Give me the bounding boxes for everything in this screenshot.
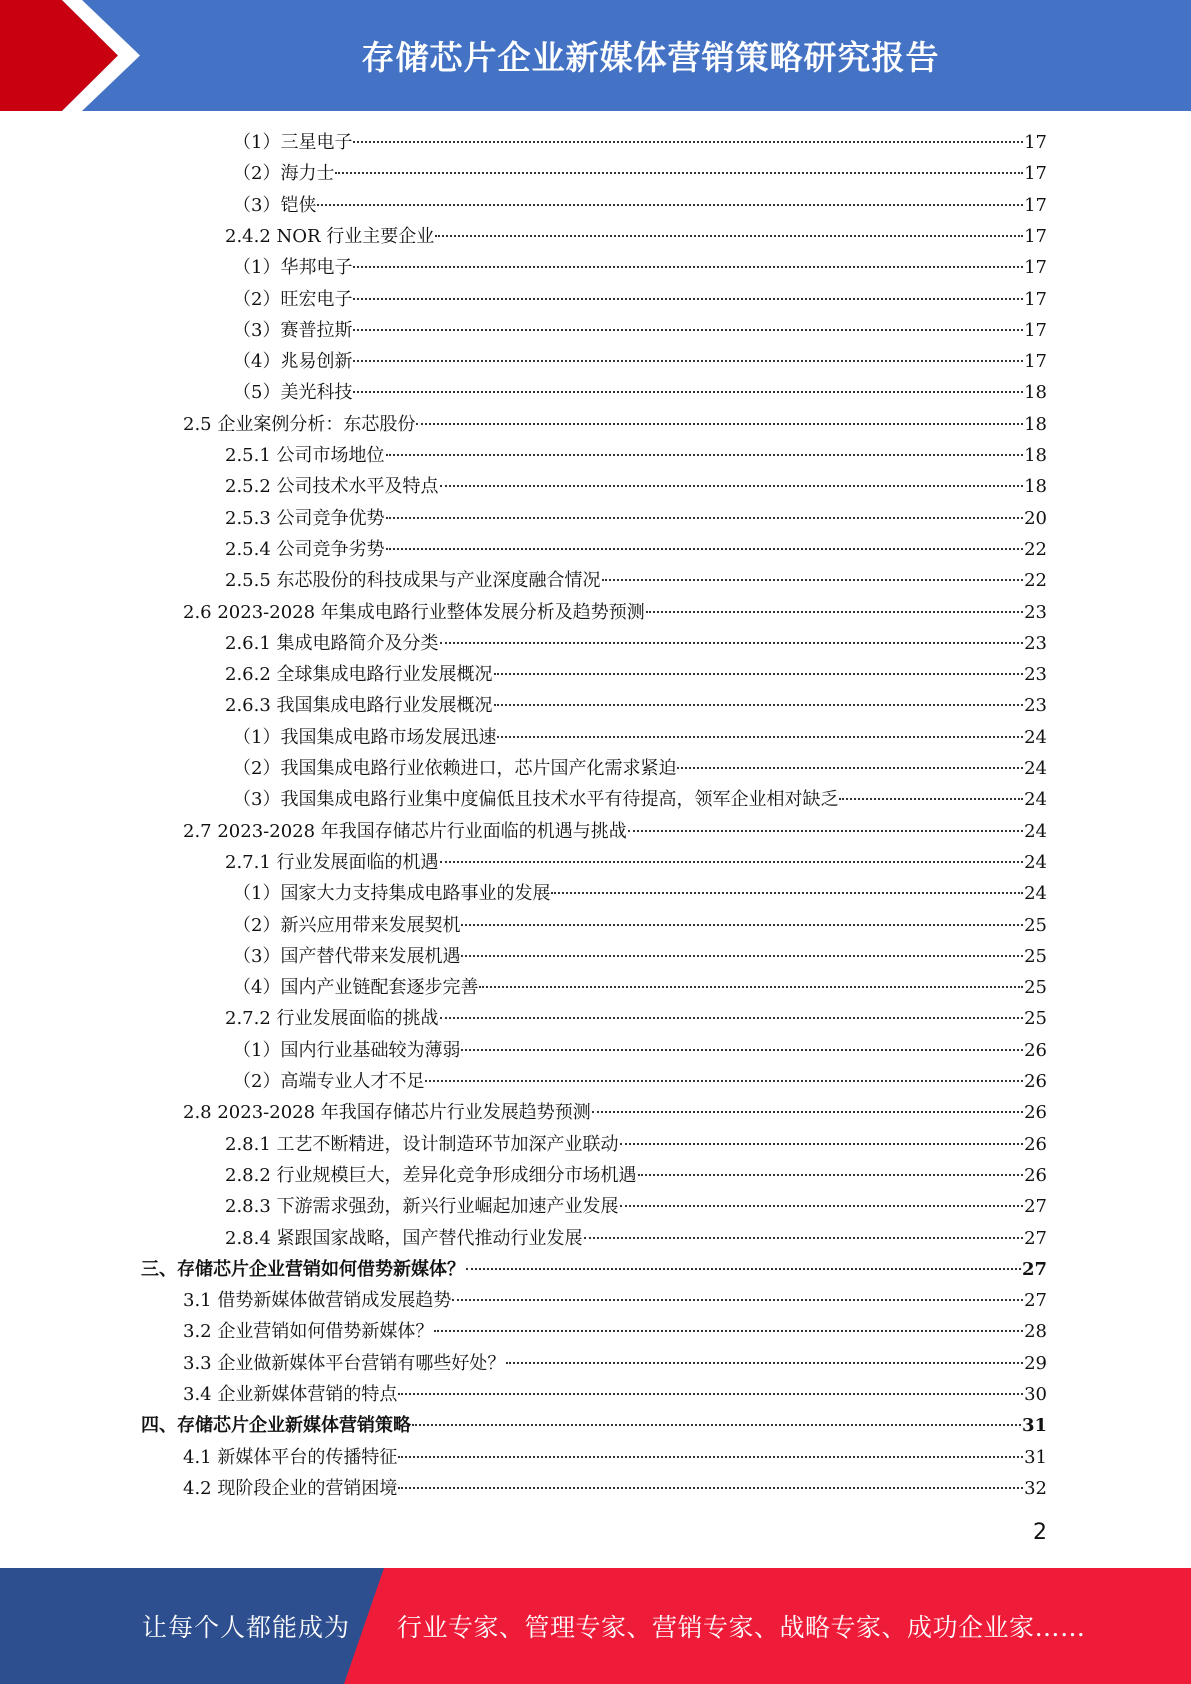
toc-entry[interactable] (233, 972, 1047, 1003)
toc-entry-label: 3.1 借势新媒体做营销成发展趋势 (183, 1290, 452, 1312)
toc-leader-dots (506, 1362, 1023, 1364)
toc-leader-dots (620, 1205, 1024, 1207)
toc-entry-page: 17 (1024, 194, 1047, 216)
toc-entry-page: 31 (1021, 1415, 1047, 1437)
toc-entry-label: 2.7 2023-2028 年我国存储芯片行业面临的机遇与挑战 (183, 820, 627, 842)
toc-entry[interactable] (233, 284, 1047, 315)
toc-leader-dots (646, 611, 1023, 613)
toc-entry-label: 2.5.2 公司技术水平及特点 (225, 476, 439, 498)
toc-leader-dots (494, 673, 1024, 675)
toc-entry-label: （1）我国集成电路市场发展迅速 (233, 726, 497, 748)
toc-leader-dots (602, 579, 1024, 581)
toc-entry[interactable] (225, 847, 1047, 878)
toc-entry[interactable] (233, 878, 1047, 909)
toc-entry-page: 24 (1024, 851, 1047, 873)
toc-leader-dots (398, 1456, 1023, 1458)
toc-leader-dots (386, 548, 1024, 550)
toc-entry-page: 32 (1024, 1477, 1047, 1499)
toc-entry-label: 2.7.1 行业发展面临的机遇 (225, 851, 439, 873)
toc-entry-page: 27 (1024, 1196, 1047, 1218)
toc-entry-label: 2.7.2 行业发展面临的挑战 (225, 1008, 439, 1030)
toc-entry[interactable] (233, 784, 1047, 815)
toc-entry[interactable] (233, 158, 1047, 189)
toc-entry-page: 24 (1024, 820, 1047, 842)
toc-leader-dots (440, 1017, 1024, 1019)
toc-leader-dots (416, 423, 1023, 425)
toc-entry-page: 26 (1024, 1039, 1047, 1061)
toc-leader-dots (638, 1174, 1024, 1176)
toc-entry[interactable] (225, 628, 1047, 659)
toc-entry[interactable] (225, 1160, 1047, 1191)
toc-entry[interactable] (225, 1191, 1047, 1222)
toc-entry[interactable] (233, 941, 1047, 972)
toc-entry-page: 26 (1024, 1133, 1047, 1155)
toc-entry-page: 23 (1024, 695, 1047, 717)
toc-entry[interactable] (233, 127, 1047, 158)
toc-leader-dots (425, 1080, 1023, 1082)
toc-entry-page: 17 (1024, 225, 1047, 247)
toc-entry[interactable] (233, 910, 1047, 941)
toc-leader-dots (398, 1393, 1023, 1395)
toc-entry[interactable] (233, 346, 1047, 377)
toc-entry[interactable] (141, 1254, 1047, 1285)
toc-entry-label: 三、存储芯片企业营销如何借势新媒体？ (141, 1258, 465, 1280)
toc-entry-page: 26 (1024, 1164, 1047, 1186)
toc-entry[interactable] (233, 252, 1047, 283)
toc-entry-label: 2.4.2 NOR 行业主要企业 (225, 225, 435, 247)
toc-entry[interactable] (183, 597, 1047, 628)
toc-entry-label: 2.5.1 公司市场地位 (225, 445, 385, 466)
toc-entry-page: 23 (1024, 601, 1047, 623)
toc-leader-dots (584, 1237, 1024, 1239)
toc-entry-page: 25 (1024, 1008, 1047, 1030)
toc-entry[interactable] (233, 1066, 1047, 1097)
toc-entry-label: （5）美光科技 (233, 382, 353, 404)
toc-entry-page: 17 (1024, 288, 1047, 310)
toc-leader-dots (461, 1049, 1023, 1051)
toc-entry[interactable] (225, 659, 1047, 690)
toc-leader-dots (434, 1330, 1023, 1332)
toc-entry[interactable] (233, 190, 1047, 221)
toc-leader-dots (620, 1143, 1024, 1145)
toc-entry-label: （2）高端专业人才不足 (233, 1071, 425, 1092)
toc-entry-page: 25 (1024, 977, 1047, 999)
toc-entry-label: 2.8.2 行业规模巨大，差异化竞争形成细分市场机遇 (225, 1164, 637, 1186)
toc-entry-page: 27 (1021, 1258, 1047, 1280)
toc-entry-page: 26 (1024, 1071, 1047, 1092)
toc-entry-page: 23 (1024, 632, 1047, 654)
toc-entry[interactable] (225, 440, 1047, 471)
toc-entry-label: 4.2 现阶段企业的营销困境 (183, 1477, 398, 1499)
toc-leader-dots (353, 298, 1023, 300)
toc-leader-dots (353, 391, 1023, 393)
report-title: 存储芯片企业新媒体营销策略研究报告 (361, 38, 940, 77)
toc-entry-label: 2.8 2023-2028 年我国存储芯片行业发展趋势预测 (183, 1102, 591, 1124)
toc-entry[interactable] (225, 221, 1047, 252)
toc-entry[interactable] (183, 816, 1047, 847)
toc-entry-page: 30 (1024, 1384, 1047, 1405)
toc-leader-dots (497, 736, 1023, 738)
toc-leader-dots (839, 798, 1023, 800)
toc-entry-page: 17 (1024, 351, 1047, 373)
toc-entry-page: 17 (1024, 319, 1047, 341)
toc-entry-page: 27 (1024, 1290, 1047, 1312)
toc-entry[interactable] (233, 377, 1047, 408)
toc-leader-dots (412, 1424, 1021, 1426)
red-chevron-icon (0, 0, 160, 111)
toc-entry-label: （2）新兴应用带来发展契机 (233, 914, 461, 936)
toc-entry-label: 2.5.3 公司竞争优势 (225, 507, 385, 529)
toc-entry-page: 26 (1024, 1102, 1047, 1124)
toc-entry-page: 27 (1024, 1227, 1047, 1249)
toc-entry-page: 18 (1024, 413, 1047, 435)
toc-leader-dots (466, 1268, 1021, 1270)
toc-entry[interactable] (225, 503, 1047, 534)
toc-entry-page: 24 (1024, 883, 1047, 905)
toc-leader-dots (353, 360, 1023, 362)
toc-entry-page: 18 (1024, 445, 1047, 466)
toc-leader-dots (628, 830, 1023, 832)
toc-entry-label: 2.5.4 公司竞争劣势 (225, 538, 385, 560)
toc-entry[interactable] (225, 1223, 1047, 1254)
toc-leader-dots (398, 1487, 1023, 1489)
toc-entry[interactable] (225, 1003, 1047, 1034)
toc-entry-label: （1）国内行业基础较为薄弱 (233, 1039, 461, 1061)
toc-entry-label: 2.6.2 全球集成电路行业发展概况 (225, 664, 493, 686)
toc-entry[interactable] (183, 1473, 1047, 1504)
toc-entry-page: 28 (1024, 1321, 1047, 1343)
toc-entry-page: 24 (1024, 789, 1047, 811)
toc-entry-label: （2）海力士 (233, 163, 335, 185)
toc-entry[interactable] (183, 1316, 1047, 1347)
toc-entry[interactable] (233, 753, 1047, 784)
toc-leader-dots (592, 1111, 1023, 1113)
toc-entry-label: （3）赛普拉斯 (233, 319, 353, 341)
toc-leader-dots (386, 517, 1024, 519)
toc-entry-label: （3）国产替代带来发展机遇 (233, 945, 461, 967)
footer-roles: 行业专家、管理专家、营销专家、战略专家、成功企业家…… (397, 1613, 1086, 1642)
toc-entry[interactable] (233, 722, 1047, 753)
toc-entry[interactable] (233, 1035, 1047, 1066)
toc-entry-label: 3.4 企业新媒体营销的特点 (183, 1384, 398, 1405)
toc-leader-dots (353, 266, 1023, 268)
toc-entry-page: 22 (1024, 570, 1047, 592)
toc-entry-label: （3）我国集成电路行业集中度偏低且技术水平有待提高，领军企业相对缺乏 (233, 789, 839, 811)
toc-entry[interactable] (225, 690, 1047, 721)
toc-entry[interactable] (225, 471, 1047, 502)
toc-leader-dots (440, 642, 1024, 644)
toc-entry-label: 2.8.4 紧跟国家战略，国产替代推动行业发展 (225, 1227, 583, 1249)
toc-entry-page: 20 (1024, 507, 1047, 529)
footer-banner (0, 1568, 1191, 1684)
toc-leader-dots (440, 861, 1024, 863)
toc-leader-dots (494, 704, 1024, 706)
toc-leader-dots (353, 329, 1023, 331)
toc-entry-label: （4）兆易创新 (233, 351, 353, 373)
toc-entry-page: 24 (1024, 726, 1047, 748)
toc-entry[interactable] (141, 1410, 1047, 1441)
toc-leader-dots (435, 235, 1023, 237)
toc-entry-page: 17 (1024, 163, 1047, 185)
toc-entry-label: （4）国内产业链配套逐步完善 (233, 977, 479, 999)
toc-entry[interactable] (183, 1285, 1047, 1316)
toc-entry-page: 23 (1024, 664, 1047, 686)
toc-entry-label: 2.8.3 下游需求强劲，新兴行业崛起加速产业发展 (225, 1196, 619, 1218)
toc-entry-label: 3.2 企业营销如何借势新媒体？ (183, 1321, 434, 1343)
toc-leader-dots (386, 454, 1024, 456)
toc-leader-dots (677, 767, 1023, 769)
toc-entry-label: 2.6.1 集成电路简介及分类 (225, 632, 439, 654)
toc-entry-label: 四、存储芯片企业新媒体营销策略 (141, 1415, 411, 1437)
toc-entry-page: 22 (1024, 538, 1047, 560)
toc-entry[interactable] (225, 565, 1047, 596)
page-number: 2 (1033, 1520, 1047, 1545)
toc-entry[interactable] (183, 1442, 1047, 1473)
toc-leader-dots (452, 1299, 1023, 1301)
toc-entry-page: 24 (1024, 758, 1047, 779)
header-bar (0, 0, 1191, 111)
toc-entry[interactable] (183, 1348, 1047, 1379)
toc-entry[interactable] (183, 1379, 1047, 1410)
footer-slogan: 让每个人都能成为 (142, 1613, 351, 1642)
toc-leader-dots (479, 986, 1023, 988)
toc-entry-label: （1）三星电子 (233, 132, 353, 153)
toc-entry-label: （1）国家大力支持集成电路事业的发展 (233, 883, 551, 905)
toc-entry-page: 17 (1024, 257, 1047, 279)
toc-leader-dots (317, 204, 1023, 206)
toc-leader-dots (551, 892, 1023, 894)
toc-entry[interactable] (225, 1129, 1047, 1160)
toc-leader-dots (461, 924, 1023, 926)
toc-entry-page: 31 (1024, 1446, 1047, 1468)
toc-entry[interactable] (183, 1097, 1047, 1128)
toc-entry-label: 2.5.5 东芯股份的科技成果与产业深度融合情况 (225, 570, 601, 592)
toc-entry-page: 29 (1024, 1352, 1047, 1374)
toc-entry-label: （2）旺宏电子 (233, 288, 353, 310)
toc-entry[interactable] (225, 534, 1047, 565)
toc-entry-page: 18 (1024, 476, 1047, 498)
toc-entry-label: （3）铠侠 (233, 194, 317, 216)
toc-leader-dots (461, 955, 1023, 957)
toc-entry-label: 2.8.1 工艺不断精进，设计制造环节加深产业联动 (225, 1133, 619, 1155)
toc-entry-label: 3.3 企业做新媒体平台营销有哪些好处？ (183, 1352, 506, 1374)
toc-entry-label: （1）华邦电子 (233, 257, 353, 279)
toc-entry-page: 17 (1024, 132, 1047, 153)
toc-entry-page: 18 (1024, 382, 1047, 404)
toc-entry-label: 4.1 新媒体平台的传播特征 (183, 1446, 398, 1468)
toc-leader-dots (440, 485, 1024, 487)
toc-entry-label: 2.6 2023-2028 年集成电路行业整体发展分析及趋势预测 (183, 601, 645, 623)
toc-entry[interactable] (183, 409, 1047, 440)
toc-leader-dots (335, 172, 1023, 174)
toc-entry-label: （2）我国集成电路行业依赖进口，芯片国产化需求紧迫 (233, 758, 677, 779)
toc-entry-page: 25 (1024, 914, 1047, 936)
toc-entry-label: 2.5 企业案例分析：东芯股份 (183, 413, 416, 435)
toc-leader-dots (353, 141, 1023, 143)
toc-entry-label: 2.6.3 我国集成电路行业发展概况 (225, 695, 493, 717)
toc-entry-page: 25 (1024, 945, 1047, 967)
toc-entry[interactable] (233, 315, 1047, 346)
